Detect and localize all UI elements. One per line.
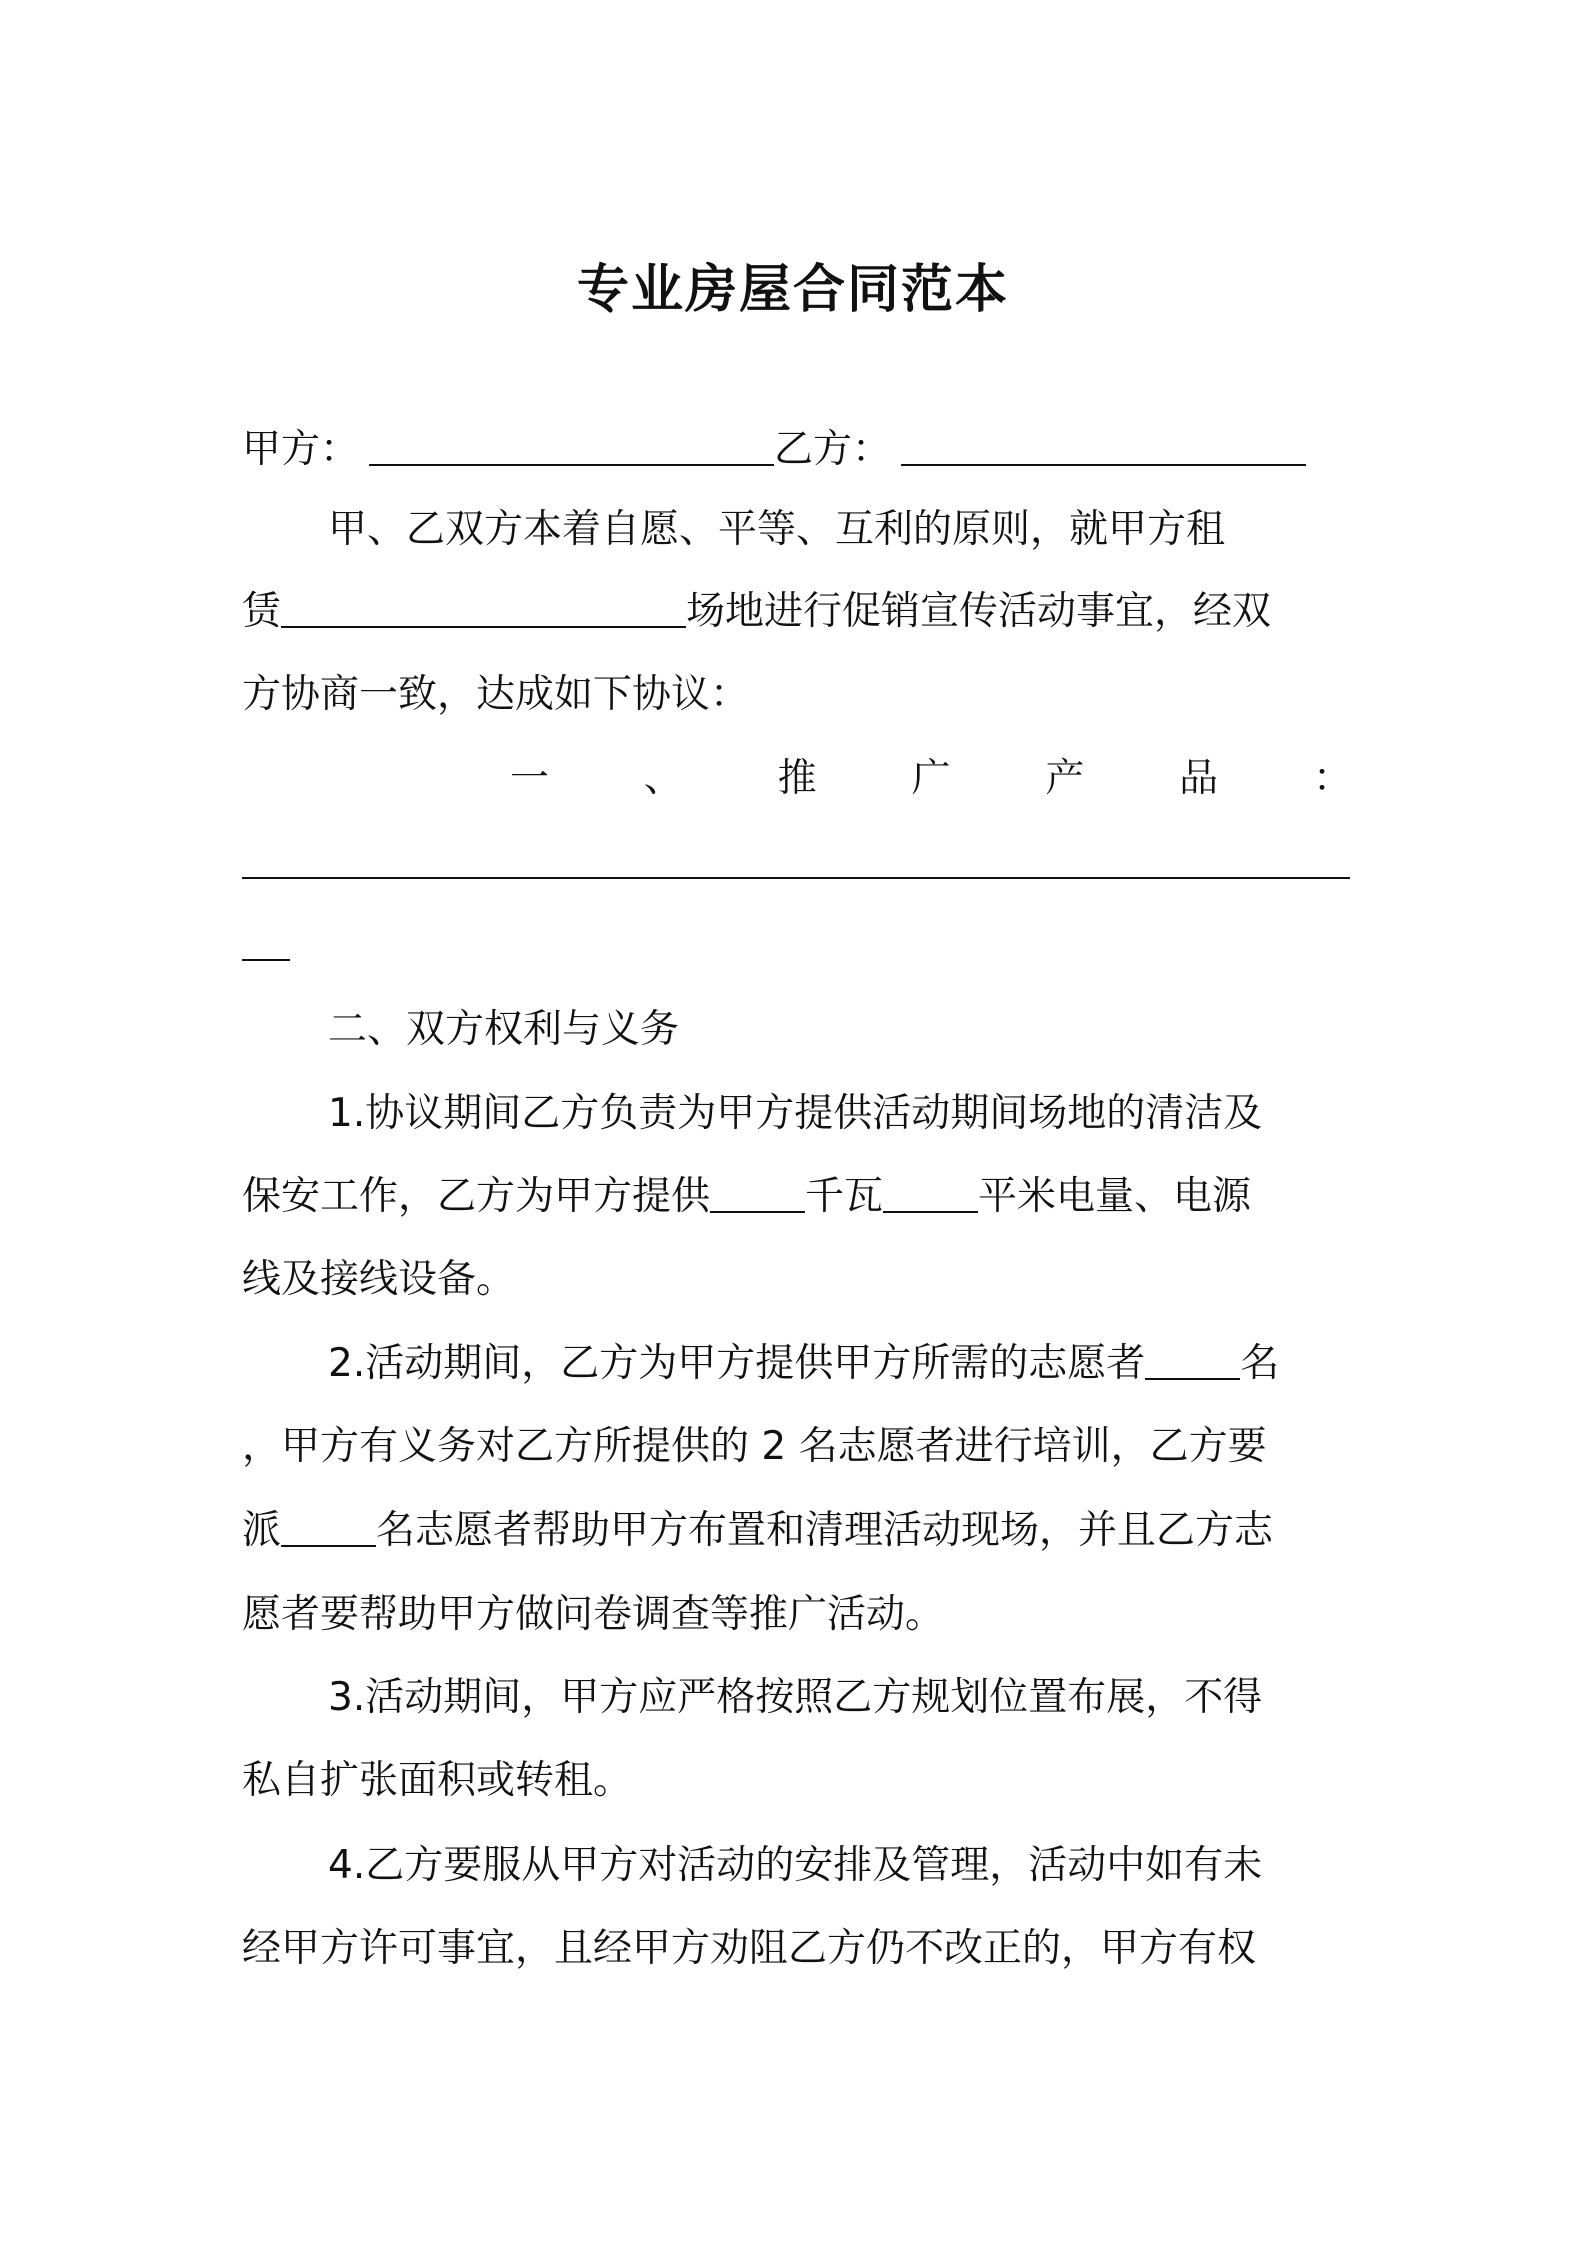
party-b-blank[interactable] <box>901 463 1306 466</box>
section-1-char: 广 <box>911 756 951 801</box>
item-1-text-c: 平米电量、电源 <box>978 1174 1252 1219</box>
item-3-line-1: 3.活动期间，甲方应严格按照乙方规划位置布展，不得 <box>328 1675 1263 1720</box>
intro-line-2-start: 赁 <box>242 589 282 634</box>
power-blank[interactable] <box>710 1210 805 1213</box>
venue-blank[interactable] <box>281 625 686 628</box>
item-3-line-2: 私自扩张面积或转租。 <box>242 1758 633 1803</box>
item-1-line-1: 1.协议期间乙方负责为甲方提供活动期间场地的清洁及 <box>328 1091 1263 1136</box>
intro-line-2-end: 场地进行促销宣传活动事宜，经双 <box>686 589 1272 634</box>
parties-line <box>242 422 1352 478</box>
volunteer-count-blank[interactable] <box>1145 1377 1240 1380</box>
item-1-line-3: 线及接线设备。 <box>242 1257 516 1302</box>
item-4-line-2: 经甲方许可事宜，且经甲方劝阻乙方仍不改正的，甲方有权 <box>242 1926 1257 1971</box>
item-4-line-1: 4.乙方要服从甲方对活动的安排及管理，活动中如有未 <box>328 1843 1263 1888</box>
section-1-heading <box>510 751 1352 807</box>
item-2-text-a: 2.活动期间，乙方为甲方提供甲方所需的志愿者 <box>328 1341 1146 1386</box>
product-blank[interactable] <box>242 876 1350 879</box>
section-1-char: 品 <box>1179 756 1219 801</box>
item-1-line-2 <box>242 1169 1352 1225</box>
party-a-blank[interactable] <box>369 463 774 466</box>
section-2-heading: 二、双方权利与义务 <box>328 1007 680 1052</box>
item-2-line-2: ，甲方有义务对乙方所提供的 2 名志愿者进行培训，乙方要 <box>242 1424 1267 1469</box>
item-1-text-b: 千瓦 <box>805 1174 884 1219</box>
party-a-label: 甲方： <box>242 427 360 472</box>
product-blank-tail[interactable] <box>242 958 290 961</box>
area-blank[interactable] <box>883 1210 978 1213</box>
assigned-volunteers-blank[interactable] <box>281 1544 376 1547</box>
intro-line-2 <box>242 584 1352 640</box>
section-1-char: 推 <box>777 756 817 801</box>
intro-line-1: 甲、乙双方本着自愿、平等、互利的原则，就甲方租 <box>328 507 1226 552</box>
section-1-char: 一 <box>510 756 550 801</box>
document-title: 专业房屋合同范本 <box>576 260 1009 320</box>
section-1-char: ： <box>1312 756 1352 801</box>
item-2-line-3 <box>242 1503 1352 1559</box>
item-2-line-4: 愿者要帮助甲方做问卷调查等推广活动。 <box>242 1592 945 1637</box>
product-blank-line-2 <box>242 917 1352 973</box>
section-1-char: 产 <box>1045 756 1085 801</box>
item-1-text-a: 保安工作，乙方为甲方提供 <box>242 1174 711 1219</box>
product-blank-line-1 <box>242 835 1352 891</box>
item-2-text-d: 名志愿者帮助甲方布置和清理活动现场，并且乙方志 <box>376 1508 1274 1553</box>
item-2-line-1 <box>328 1336 1352 1392</box>
section-1-char: 、 <box>643 756 683 801</box>
intro-line-3: 方协商一致，达成如下协议： <box>242 672 750 717</box>
item-2-text-b: 名 <box>1240 1341 1280 1386</box>
party-b-label: 乙方： <box>774 427 892 472</box>
item-2-text-c: 派 <box>242 1508 282 1553</box>
